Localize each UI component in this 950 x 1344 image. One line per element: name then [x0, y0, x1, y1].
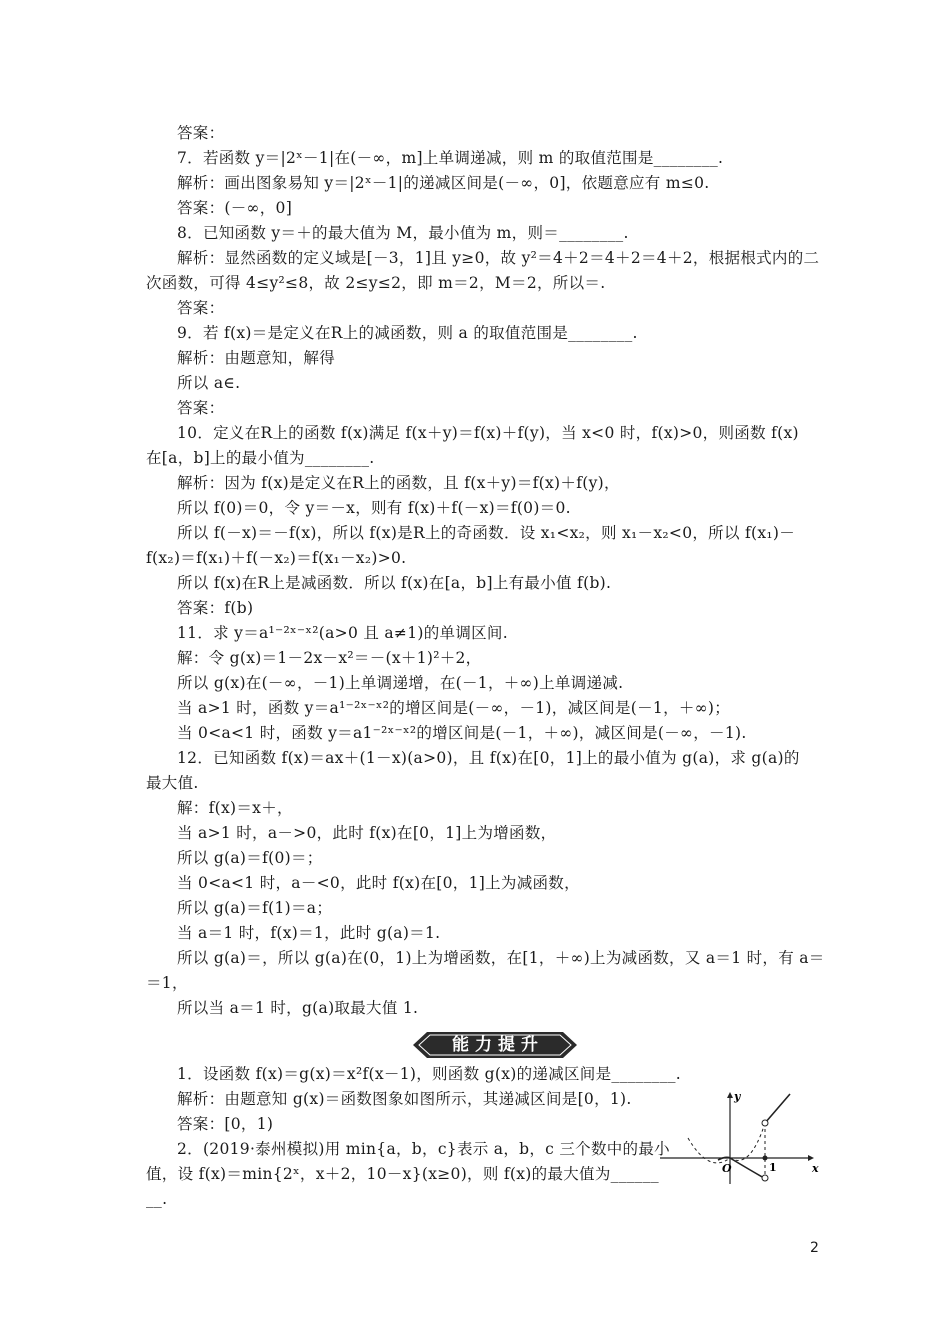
text-line: 所以 f(0)＝0，令 y＝－x，则有 f(x)＋f(－x)＝f(0)＝0. [177, 499, 571, 517]
text-line: 答案：(－∞，0] [177, 199, 293, 217]
text-line: 11．求 y＝a¹⁻²ˣ⁻ˣ²(a>0 且 a≠1)的单调区间. [177, 624, 508, 642]
curve-increasing [765, 1094, 790, 1123]
y-axis-arrow [727, 1092, 733, 1098]
open-point-upper [762, 1120, 768, 1126]
text-line: 最大值. [146, 774, 199, 792]
text-line: __. [146, 1190, 168, 1208]
text-line: 2．(2019·泰州模拟)用 min{a，b，c}表示 a，b，c 三个数中的最小 [177, 1140, 670, 1158]
curve-decreasing [730, 1158, 764, 1178]
text-line: 7．若函数 y＝|2ˣ－1|在(－∞，m]上单调递减，则 m 的取值范围是________. [177, 149, 724, 167]
y-axis-label: y [734, 1090, 741, 1103]
open-point-lower [762, 1175, 768, 1181]
text-line: 值，设 f(x)＝min{2ˣ，x＋2，10－x}(x≥0)，则 f(x)的最大值为______ [146, 1165, 659, 1183]
text-line: 次函数，可得 4≤y²≤8，故 2≤y≤2，即 m＝2，M＝2，所以＝. [146, 274, 606, 292]
text-line: 解：f(x)＝x＋， [177, 799, 293, 817]
text-line: 所以当 a＝1 时，g(a)取最大值 1. [177, 999, 419, 1017]
text-line: 当 a>1 时，a－>0，此时 f(x)在[0，1]上为增函数， [177, 824, 557, 842]
text-line: 所以 g(a)＝f(1)＝a； [177, 899, 333, 917]
function-graph [660, 1090, 820, 1186]
tick-label: 1 [769, 1161, 777, 1174]
text-line: 当 a＝1 时，f(x)＝1，此时 g(a)＝1. [177, 924, 441, 942]
text-line: 9．若 f(x)＝是定义在R上的减函数，则 a 的取值范围是________. [177, 324, 638, 342]
x-axis-label: x [812, 1162, 819, 1175]
text-line: 当 0<a<1 时，函数 y＝a1⁻²ˣ⁻ˣ²的增区间是(－1，＋∞)，减区间是(－∞，－1). [177, 724, 747, 742]
text-line: f(x₂)＝f(x₁)＋f(－x₂)＝f(x₁－x₂)>0. [146, 549, 407, 567]
text-line: 答案：f(b) [177, 599, 254, 617]
text-line: 1．设函数 f(x)＝g(x)＝x²f(x－1)，则函数 g(x)的递减区间是________. [177, 1065, 682, 1083]
text-line: 解析：画出图象易知 y＝|2ˣ－1|的递减区间是(－∞，0]，依题意应有 m≤0. [177, 174, 710, 192]
text-line: 所以 g(x)在(－∞，－1)上单调递增，在(－1，＋∞)上单调递减. [177, 674, 624, 692]
text-line: 解析：由题意知，解得 [177, 349, 336, 367]
text-line: 所以 g(a)＝，所以 g(a)在(0，1)上为增函数，在[1，＋∞)上为减函数，又 a＝1 时，有 a＝ [177, 949, 825, 967]
text-line: 解析：显然函数的定义域是[－3，1]且 y≥0，故 y²＝4＋2＝4＋2＝4＋2，根据根式内的二 [177, 249, 820, 267]
x-axis-arrow [808, 1155, 814, 1161]
closed-point [763, 1156, 768, 1161]
text-line: 所以 f(x)在R上是减函数．所以 f(x)在[a，b]上有最小值 f(b). [177, 574, 612, 592]
origin-label: O [722, 1162, 732, 1175]
text-line: 答案： [177, 399, 225, 417]
text-line: 8．已知函数 y＝＋的最大值为 M，最小值为 m，则＝________. [177, 224, 629, 242]
text-line: 所以 f(－x)＝－f(x)，所以 f(x)是R上的奇函数．设 x₁<x₂，则 x₁－x₂<0，所以 f(x₁)－ [177, 524, 796, 542]
banner-title: 能力提升 [452, 1035, 544, 1055]
page-number: 2 [810, 1240, 819, 1256]
text-line: 解析：由题意知 g(x)＝函数图象如图所示，其递减区间是[0，1). [177, 1090, 632, 1108]
text-line: 12．已知函数 f(x)＝ax＋(1－x)(a>0)，且 f(x)在[0，1]上的最小值为 g(a)，求 g(a)的 [177, 749, 800, 767]
text-line: 所以 g(a)＝f(0)＝； [177, 849, 323, 867]
text-line: 所以 a∈. [177, 374, 241, 392]
text-line: 答案： [177, 124, 225, 142]
text-line: 当 0<a<1 时，a－<0，此时 f(x)在[0，1]上为减函数， [177, 874, 580, 892]
text-line: 解析：因为 f(x)是定义在R上的函数，且 f(x＋y)＝f(x)＋f(y)， [177, 474, 620, 492]
section-banner [413, 1030, 577, 1060]
text-line: 答案：[0，1) [177, 1115, 274, 1133]
text-line: 答案： [177, 299, 225, 317]
text-line: 解：令 g(x)＝1－2x－x²＝－(x＋1)²＋2， [177, 649, 482, 667]
text-line: 10．定义在R上的函数 f(x)满足 f(x＋y)＝f(x)＋f(y)，当 x<0 时，f(x)>0，则函数 f(x) [177, 424, 799, 442]
text-line: 当 a>1 时，函数 y＝a¹⁻²ˣ⁻ˣ²的增区间是(－∞，－1)，减区间是(－1，＋∞)； [177, 699, 731, 717]
text-line: ＝1， [146, 974, 188, 992]
text-line: 在[a，b]上的最小值为________. [146, 449, 375, 467]
